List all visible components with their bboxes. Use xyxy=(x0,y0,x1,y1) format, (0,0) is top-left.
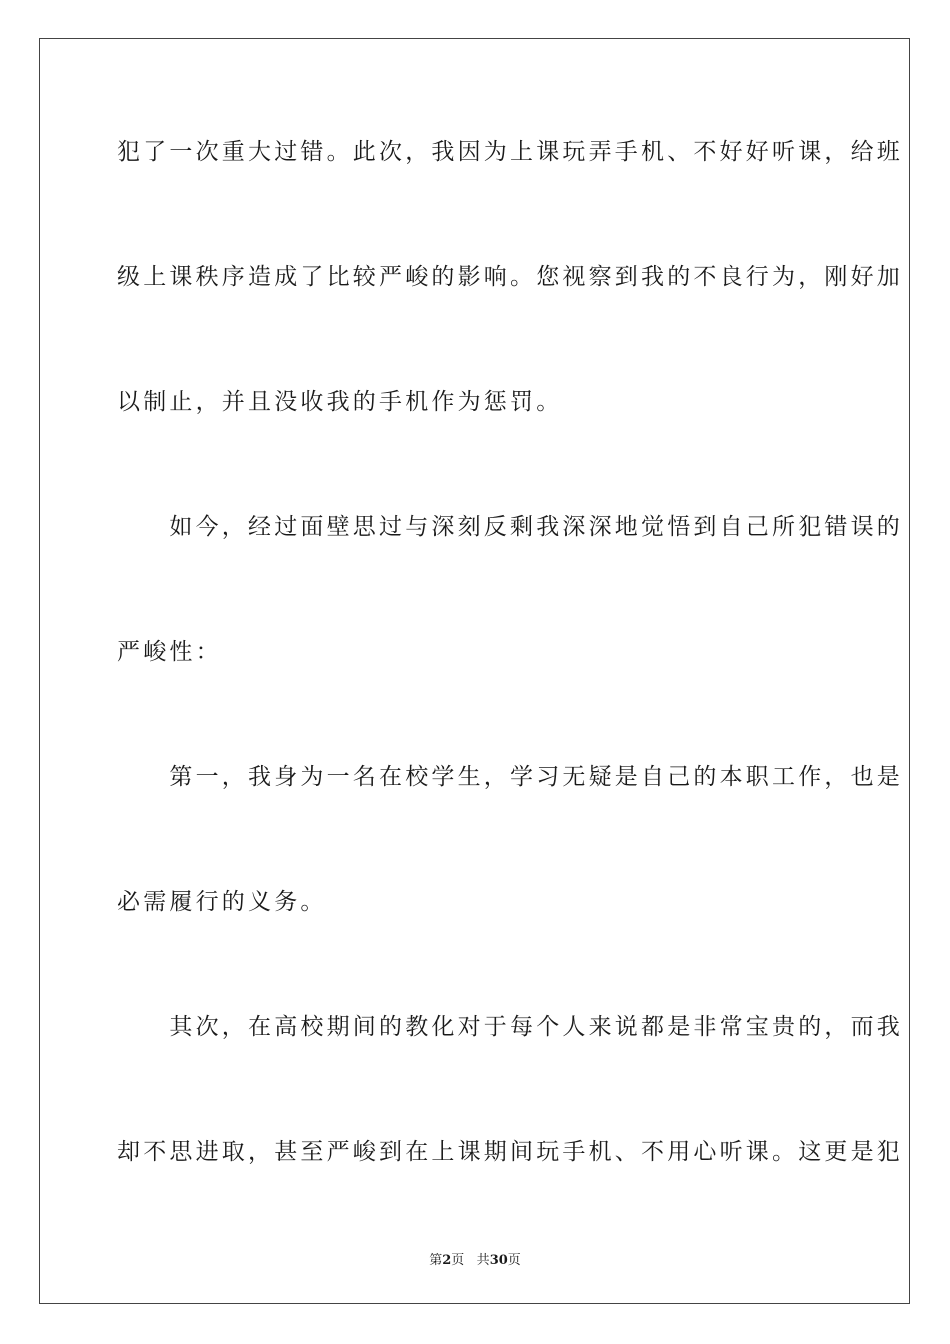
page-border xyxy=(39,38,910,1304)
text-line: 犯了一次重大过错。此次，我因为上课玩弄手机、不好好听课，给班 xyxy=(117,139,903,165)
page-suffix: 页 xyxy=(451,1253,465,1268)
text-line: 如今，经过面壁思过与深刻反剩我深深地觉悟到自己所犯错误的 xyxy=(117,514,903,540)
page-prefix: 第 xyxy=(429,1253,443,1268)
text-line: 严峻性： xyxy=(117,639,222,665)
total-pages: 30 xyxy=(489,1253,508,1268)
total-prefix: 共 xyxy=(476,1253,490,1268)
text-line: 其次，在高校期间的教化对于每个人来说都是非常宝贵的，而我 xyxy=(117,1014,903,1040)
page-number: 2 xyxy=(442,1253,452,1268)
text-line: 第一，我身为一名在校学生，学习无疑是自己的本职工作，也是 xyxy=(117,764,903,790)
total-suffix: 页 xyxy=(507,1253,521,1268)
text-line: 以制止，并且没收我的手机作为惩罚。 xyxy=(117,389,563,415)
page-footer xyxy=(0,1249,950,1268)
text-line: 必需履行的义务。 xyxy=(117,889,327,915)
text-line: 却不思进取，甚至严峻到在上课期间玩手机、不用心听课。这更是犯 xyxy=(117,1139,903,1165)
text-line: 级上课秩序造成了比较严峻的影响。您视察到我的不良行为，刚好加 xyxy=(117,264,903,290)
